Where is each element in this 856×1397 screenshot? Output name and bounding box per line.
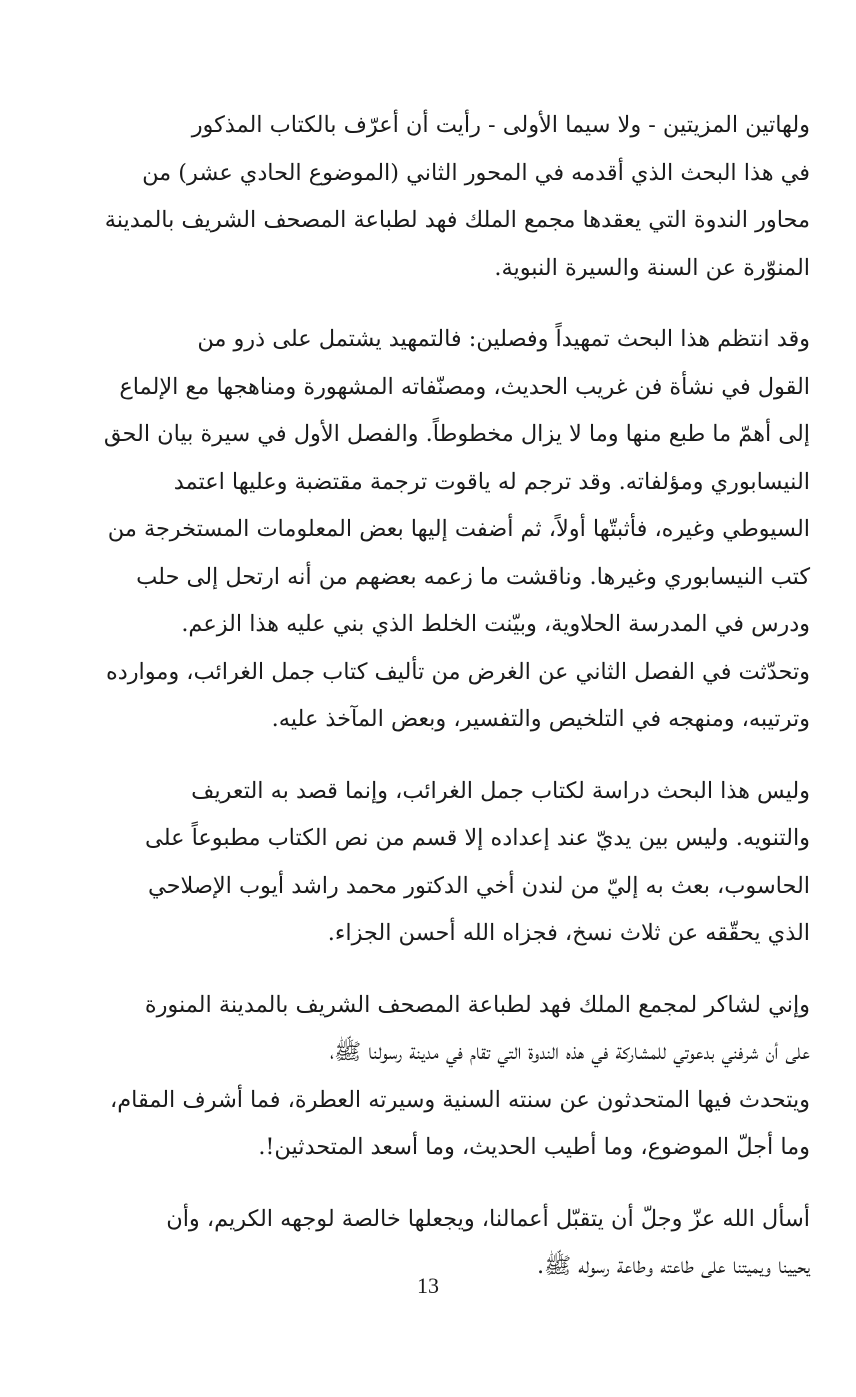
text-line: الذي يحقّقه عن ثلاث نسخ، فجزاه الله أحسن الجزاء. bbox=[327, 920, 810, 946]
text-line: كتب النيسابوري وغيرها. وناقشت ما زعمه بعضهم من أنه ارتحل إلى حلب bbox=[136, 563, 810, 590]
text-line: وترتيبه، ومنهجه في التلخيص والتفسير، وبعض المآخذ عليه. bbox=[271, 706, 810, 732]
text-line: يحيينا ويميتنا على طاعته وطاعة رسوله ﷺ. bbox=[536, 1253, 810, 1279]
text-line: ويتحدث فيها المتحدثون عن سنته السنية وسيرته العطرة، فما أشرف المقام، bbox=[110, 1086, 810, 1113]
text-line: وإني لشاكر لمجمع الملك فهد لطباعة المصحف الشريف بالمدينة المنورة bbox=[144, 991, 810, 1018]
text-line: الحاسوب، بعث به إليّ من لندن أخي الدكتور محمد راشد أيوب الإصلاحي bbox=[148, 872, 810, 899]
paragraph bbox=[62, 982, 810, 1172]
body-text bbox=[62, 102, 810, 1315]
text-line: ولهاتين المزيتين - ولا سيما الأولى - رأيت أن أعرّف بالكتاب المذكور bbox=[191, 112, 810, 138]
paragraph bbox=[62, 316, 810, 744]
text-line: السيوطي وغيره، فأثبتّها أولاً، ثم أضفت إليها بعض المعلومات المستخرجة من bbox=[107, 516, 810, 542]
text-line: وتحدّثت في الفصل الثاني عن الغرض من تأليف كتاب جمل الغرائب، وموارده bbox=[106, 658, 810, 685]
text-line: وقد انتظم هذا البحث تمهيداً وفصلين: فالتمهيد يشتمل على ذرو من bbox=[197, 326, 810, 352]
paragraph bbox=[62, 768, 810, 958]
text-line: النيسابوري ومؤلفاته. وقد ترجم له ياقوت ترجمة مقتضبة وعليها اعتمد bbox=[173, 468, 810, 495]
text-line: على أن شرفني بدعوتي للمشاركة في هذه الندوة التي تقام في مدينة رسولنا ﷺ، bbox=[329, 1039, 810, 1065]
page-number: 13 bbox=[417, 1273, 439, 1298]
text-line: إلى أهمّ ما طبع منها وما لا يزال مخطوطاً. والفصل الأول في سيرة بيان الحق bbox=[103, 421, 810, 447]
text-line: وما أجلّ الموضوع، وما أطيب الحديث، وما أسعد المتحدثين!. bbox=[258, 1134, 810, 1160]
paragraph bbox=[62, 102, 810, 292]
text-line: والتنويه. وليس بين يديّ عند إعداده إلا قسم من نص الكتاب مطبوعاً على bbox=[145, 825, 810, 851]
text-line: القول في نشأة فن غريب الحديث، ومصنّفاته المشهورة ومناهجها مع الإلماع bbox=[119, 373, 810, 400]
text-line: وليس هذا البحث دراسة لكتاب جمل الغرائب، وإنما قصد به التعريف bbox=[191, 777, 810, 804]
text-line: ودرس في المدرسة الحلاوية، وبيّنت الخلط الذي بني عليه هذا الزعم. bbox=[181, 611, 810, 637]
text-line: في هذا البحث الذي أقدمه في المحور الثاني (الموضوع الحادي عشر) من bbox=[142, 159, 810, 186]
text-line: محاور الندوة التي يعقدها مجمع الملك فهد لطباعة المصحف الشريف بالمدينة bbox=[104, 207, 810, 233]
text-line: المنوّرة عن السنة والسيرة النبوية. bbox=[494, 254, 810, 281]
text-line: أسأل الله عزّ وجلّ أن يتقبّل أعمالنا، ويجعلها خالصة لوجهه الكريم، وأن bbox=[166, 1205, 810, 1232]
